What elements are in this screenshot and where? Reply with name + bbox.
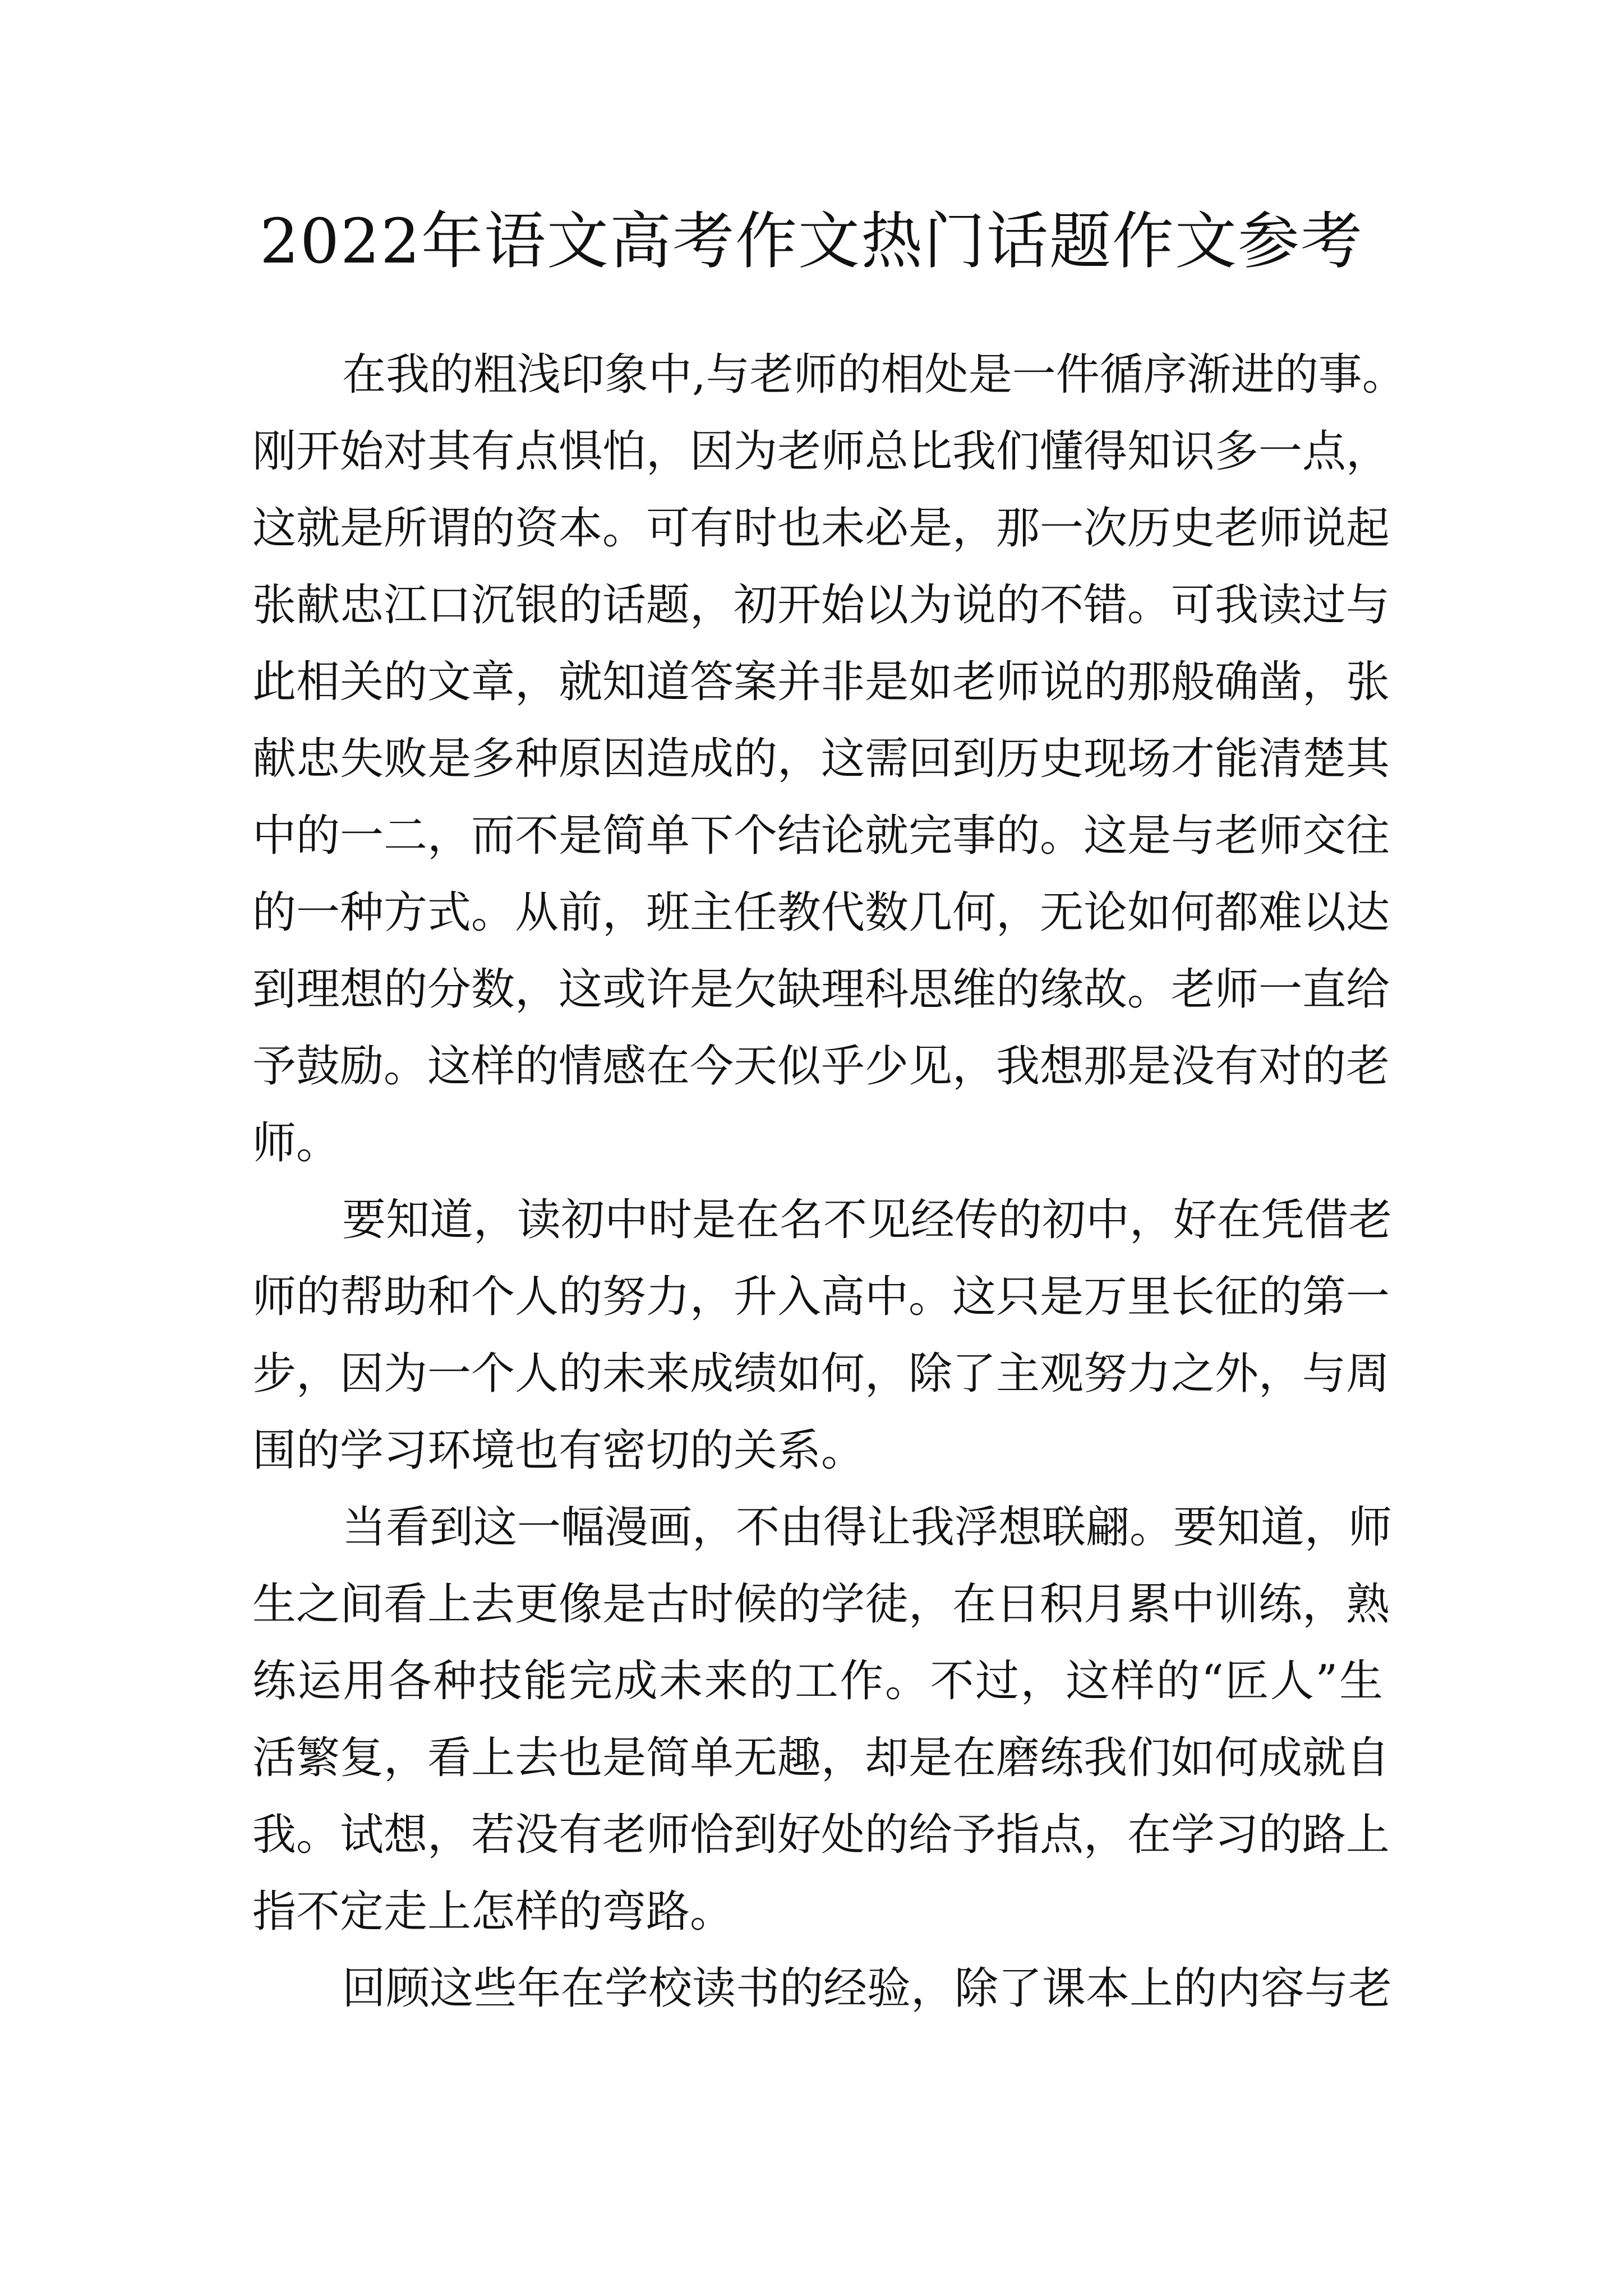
text-line: 刚开始对其有点惧怕，因为老师总比我们懂得知识多一点， [252, 426, 1390, 477]
text-line: 生之间看上去更像是古时候的学徒，在日积月累中训练，熟 [252, 1579, 1390, 1630]
text-line: 练运用各种技能完成未来的工作。不过，这样的“匠人”生 [252, 1656, 1383, 1706]
text-line: 师。 [252, 1118, 340, 1168]
text-line: 我。试想，若没有老师恰到好处的给予指点，在学习的路上 [252, 1810, 1390, 1860]
text-line: 活繁复，看上去也是简单无趣，却是在磨练我们如何成就自 [252, 1733, 1390, 1783]
text-line: 回顾这些年在学校读书的经验，除了课本上的内容与老 [342, 1963, 1393, 2014]
text-line: 要知道，读初中时是在名不见经传的初中，好在凭借老 [342, 1195, 1393, 1245]
text-line: 师的帮助和个人的努力，升入高中。这只是万里长征的第一 [252, 1272, 1390, 1322]
text-line: 予鼓励。这样的情感在今天似乎少见，我想那是没有对的老 [252, 1041, 1390, 1092]
text-line: 指不定走上怎样的弯路。 [252, 1887, 734, 1937]
text-line: 围的学习环境也有密切的关系。 [252, 1425, 865, 1476]
document-body [252, 337, 1406, 2027]
paragraph-1 [252, 337, 1406, 1182]
paragraph-3 [252, 1489, 1393, 1950]
text-line: 当看到这一幅漫画，不由得让我浮想联翩。要知道，师 [342, 1502, 1393, 1553]
text-line: 到理想的分数，这或许是欠缺理科思维的缘故。老师一直给 [252, 964, 1390, 1015]
document-title: 2022年语文高考作文热门话题作文参考 [260, 205, 1363, 277]
text-line: 献忠失败是多种原因造成的，这需回到历史现场才能清楚其 [252, 734, 1390, 784]
text-line: 中的一二，而不是简单下个结论就完事的。这是与老师交往 [252, 811, 1390, 861]
text-line: 张献忠江口沉银的话题，初开始以为说的不错。可我读过与 [252, 580, 1390, 631]
text-line: 步，因为一个人的未来成绩如何，除了主观努力之外，与周 [252, 1349, 1390, 1399]
text-line: 此相关的文章，就知道答案并非是如老师说的那般确凿，张 [252, 657, 1390, 707]
text-line: 这就是所谓的资本。可有时也未必是，那一次历史老师说起 [252, 503, 1390, 554]
paragraph-4 [252, 1950, 1393, 2027]
paragraph-2 [252, 1182, 1393, 1489]
text-line: 在我的粗浅印象中,与老师的相处是一件循序渐进的事。 [342, 349, 1406, 400]
text-line: 的一种方式。从前，班主任教代数几何，无论如何都难以达 [252, 887, 1390, 938]
